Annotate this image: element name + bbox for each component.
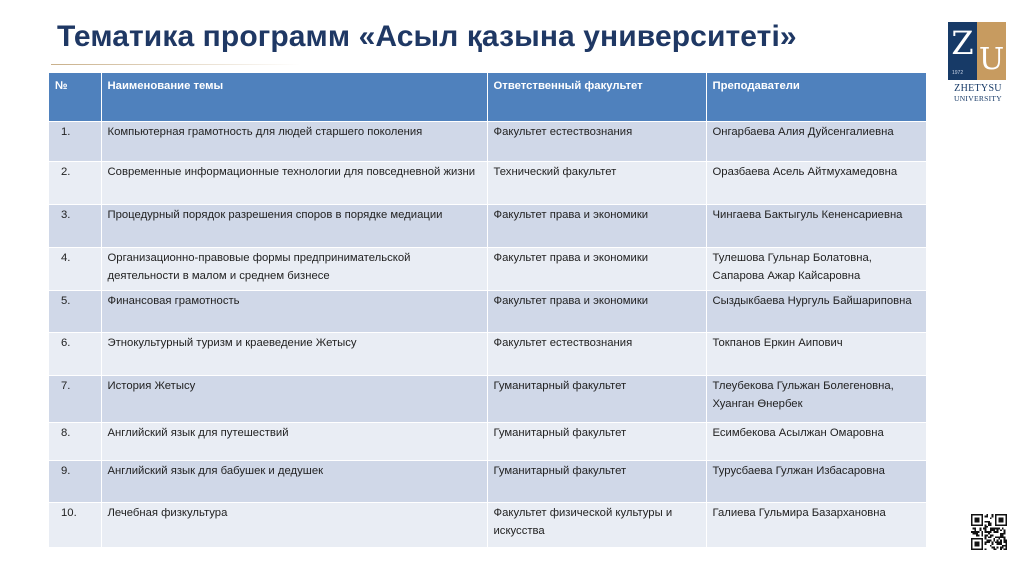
cell-teachers: Тлеубекова Гульжан Болегеновна, Хуанган Өнербек bbox=[706, 376, 926, 423]
cell-teachers: Чингаева Бактыгуль Кененсариевна bbox=[706, 205, 926, 248]
cell-topic: Компьютерная грамотность для людей старшего поколения bbox=[101, 122, 487, 162]
cell-teachers: Тулешова Гульнар Болатовна, Сапарова Ажар Кайсаровна bbox=[706, 248, 926, 291]
table-row bbox=[49, 461, 926, 503]
cell-faculty: Факультет права и экономики bbox=[487, 248, 706, 291]
cell-number: 1. bbox=[49, 122, 101, 162]
cell-teachers: Оразбаева Асель Айтмухамедовна bbox=[706, 162, 926, 205]
cell-teachers: Сыздыкбаева Нургуль Байшариповна bbox=[706, 291, 926, 333]
cell-number: 6. bbox=[49, 333, 101, 376]
cell-teachers: Онгарбаева Алия Дуйсенгалиевна bbox=[706, 122, 926, 162]
table-row bbox=[49, 376, 926, 423]
cell-faculty: Гуманитарный факультет bbox=[487, 376, 706, 423]
logo-letter-z: Z bbox=[948, 22, 977, 80]
cell-number: 5. bbox=[49, 291, 101, 333]
cell-number: 10. bbox=[49, 503, 101, 548]
header-faculty: Ответственный факультет bbox=[487, 73, 706, 122]
cell-topic: Организационно-правовые формы предпринимательской деятельности в малом и среднем бизнесе bbox=[101, 248, 487, 291]
cell-teachers: Турусбаева Гулжан Избасаровна bbox=[706, 461, 926, 503]
cell-faculty: Факультет физической культуры и искусства bbox=[487, 503, 706, 548]
cell-faculty: Факультет естествознания bbox=[487, 122, 706, 162]
cell-topic: История Жетысу bbox=[101, 376, 487, 423]
cell-number: 9. bbox=[49, 461, 101, 503]
cell-faculty: Факультет естествознания bbox=[487, 333, 706, 376]
cell-topic: Этнокультурный туризм и краеведение Жетысу bbox=[101, 333, 487, 376]
qr-code-icon[interactable] bbox=[971, 514, 1007, 550]
cell-number: 7. bbox=[49, 376, 101, 423]
table-row bbox=[49, 423, 926, 461]
table-row bbox=[49, 205, 926, 248]
header-number: № bbox=[49, 73, 101, 122]
table-row bbox=[49, 122, 926, 162]
cell-faculty: Технический факультет bbox=[487, 162, 706, 205]
cell-faculty: Гуманитарный факультет bbox=[487, 461, 706, 503]
header-topic: Наименование темы bbox=[101, 73, 487, 122]
cell-faculty: Гуманитарный факультет bbox=[487, 423, 706, 461]
cell-teachers: Галиева Гульмира Базархановна bbox=[706, 503, 926, 548]
cell-faculty: Факультет права и экономики bbox=[487, 291, 706, 333]
logo-name-line1: ZHETYSU bbox=[954, 83, 1002, 94]
table-row bbox=[49, 333, 926, 376]
cell-topic: Лечебная физкультура bbox=[101, 503, 487, 548]
cell-topic: Процедурный порядок разрешения споров в порядке медиации bbox=[101, 205, 487, 248]
cell-faculty: Факультет права и экономики bbox=[487, 205, 706, 248]
cell-number: 4. bbox=[49, 248, 101, 291]
cell-topic: Английский язык для бабушек и дедушек bbox=[101, 461, 487, 503]
programs-table bbox=[49, 73, 926, 548]
logo-year: 1972 bbox=[952, 70, 964, 76]
cell-topic: Финансовая грамотность bbox=[101, 291, 487, 333]
table-row bbox=[49, 503, 926, 548]
cell-teachers: Есимбекова Асылжан Омаровна bbox=[706, 423, 926, 461]
title-underline bbox=[51, 64, 301, 65]
header-teachers: Преподаватели bbox=[706, 73, 926, 122]
cell-number: 8. bbox=[49, 423, 101, 461]
cell-number: 3. bbox=[49, 205, 101, 248]
logo-letter-u: U bbox=[977, 22, 1006, 80]
cell-topic: Современные информационные технологии для повседневной жизни bbox=[101, 162, 487, 205]
cell-teachers: Токпанов Еркин Аипович bbox=[706, 333, 926, 376]
table-row bbox=[49, 248, 926, 291]
page-title: Тематика программ «Асыл қазына университеті» bbox=[57, 20, 797, 53]
table-body bbox=[49, 122, 926, 548]
cell-number: 2. bbox=[49, 162, 101, 205]
table-row bbox=[49, 291, 926, 333]
table-header-row bbox=[49, 73, 926, 122]
cell-topic: Английский язык для путешествий bbox=[101, 423, 487, 461]
logo-name-line2: UNIVERSITY bbox=[954, 94, 1002, 103]
zhetysu-university-logo bbox=[948, 22, 1008, 112]
table-row bbox=[49, 162, 926, 205]
